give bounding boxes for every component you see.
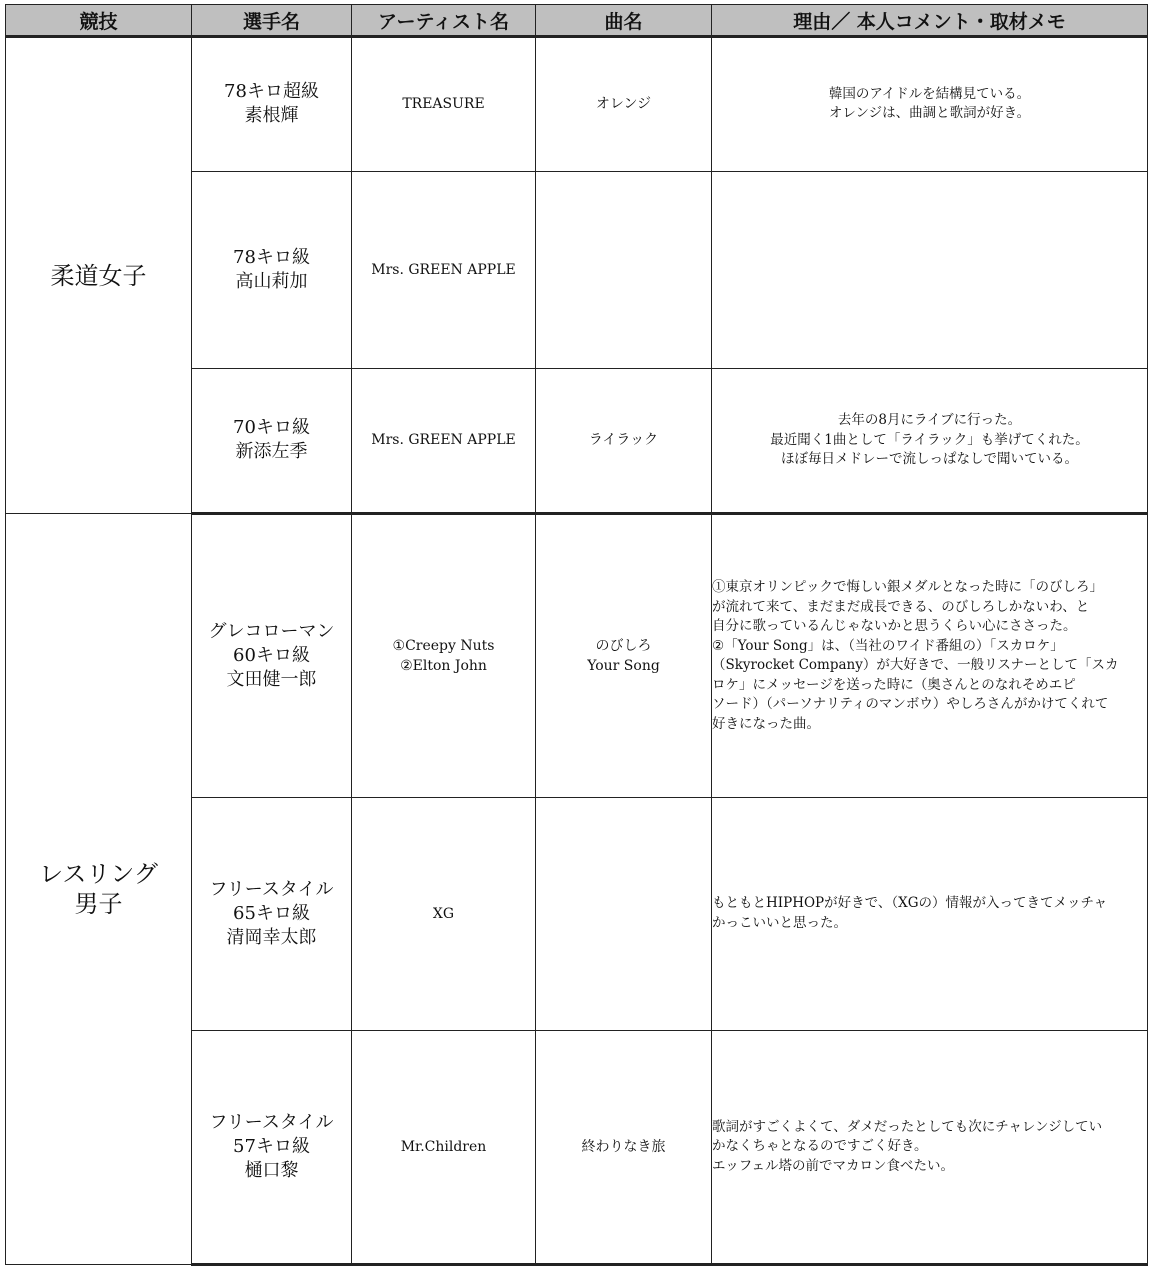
athlete-cell: グレコローマン 60キロ級 文田健一郎 <box>192 514 352 797</box>
sport-cell: 柔道女子 <box>6 37 192 514</box>
header-athlete: 選手名 <box>192 5 352 37</box>
table-row <box>6 514 1148 797</box>
artist-cell: Mrs. GREEN APPLE <box>352 171 536 368</box>
comment-cell: ①東京オリンピックで悔しい銀メダルとなった時に「のびしろ」 が流れて来て、まだまだ成長できる、のびしろしかないわ、と 自分に歌っているんじゃないかと思うくらい心にささった。 ②「Your Song」は、（当社のワイド番組の）「スカロケ」 （Skyrocket Company）が大好きで、一般リスナーとして「スカ ロケ」にメッセージを送った時に（奥さんとのなれそめエピ ソード）（パーソナリティのマンボウ）やしろさんがかけてくれて 好きになった曲。 <box>712 514 1148 797</box>
athlete-cell: 78キロ超級 素根輝 <box>192 37 352 172</box>
artist-cell: Mr.Children <box>352 1030 536 1264</box>
song-cell: ライラック <box>536 368 712 514</box>
athlete-cell: 70キロ級 新添左季 <box>192 368 352 514</box>
header-song: 曲名 <box>536 5 712 37</box>
comment-cell: 韓国のアイドルを結構見ている。 オレンジは、曲調と歌詞が好き。 <box>712 37 1148 172</box>
comment-cell <box>712 171 1148 368</box>
artist-cell: ①Creepy Nuts ②Elton John <box>352 514 536 797</box>
athlete-cell: 78キロ級 高山莉加 <box>192 171 352 368</box>
comment-cell: もともとHIPHOPが好きで、（XGの）情報が入ってきてメッチャ かっこいいと思った。 <box>712 797 1148 1030</box>
athlete-cell: フリースタイル 65キロ級 清岡幸太郎 <box>192 797 352 1030</box>
artist-cell: Mrs. GREEN APPLE <box>352 368 536 514</box>
header-comment: 理由／ 本人コメント・取材メモ <box>712 5 1148 37</box>
song-cell: オレンジ <box>536 37 712 172</box>
artist-cell: XG <box>352 797 536 1030</box>
athlete-cell: フリースタイル 57キロ級 樋口黎 <box>192 1030 352 1264</box>
header-row <box>6 5 1148 37</box>
comment-cell: 歌詞がすごくよくて、ダメだったとしても次にチャレンジしてい かなくちゃとなるのですごく好き。 エッフェル塔の前でマカロン食べたい。 <box>712 1030 1148 1264</box>
header-sport: 競技 <box>6 5 192 37</box>
artist-cell: TREASURE <box>352 37 536 172</box>
song-cell: 終わりなき旅 <box>536 1030 712 1264</box>
comment-cell: 去年の8月にライブに行った。 最近聞く1曲として「ライラック」も挙げてくれた。 ほぼ毎日メドレーで流しっぱなしで聞いている。 <box>712 368 1148 514</box>
table-row <box>6 37 1148 172</box>
song-cell <box>536 171 712 368</box>
header-artist: アーティスト名 <box>352 5 536 37</box>
playlist-table <box>5 4 1148 1266</box>
song-cell <box>536 797 712 1030</box>
song-cell: のびしろ Your Song <box>536 514 712 797</box>
sport-cell: レスリング 男子 <box>6 514 192 1265</box>
